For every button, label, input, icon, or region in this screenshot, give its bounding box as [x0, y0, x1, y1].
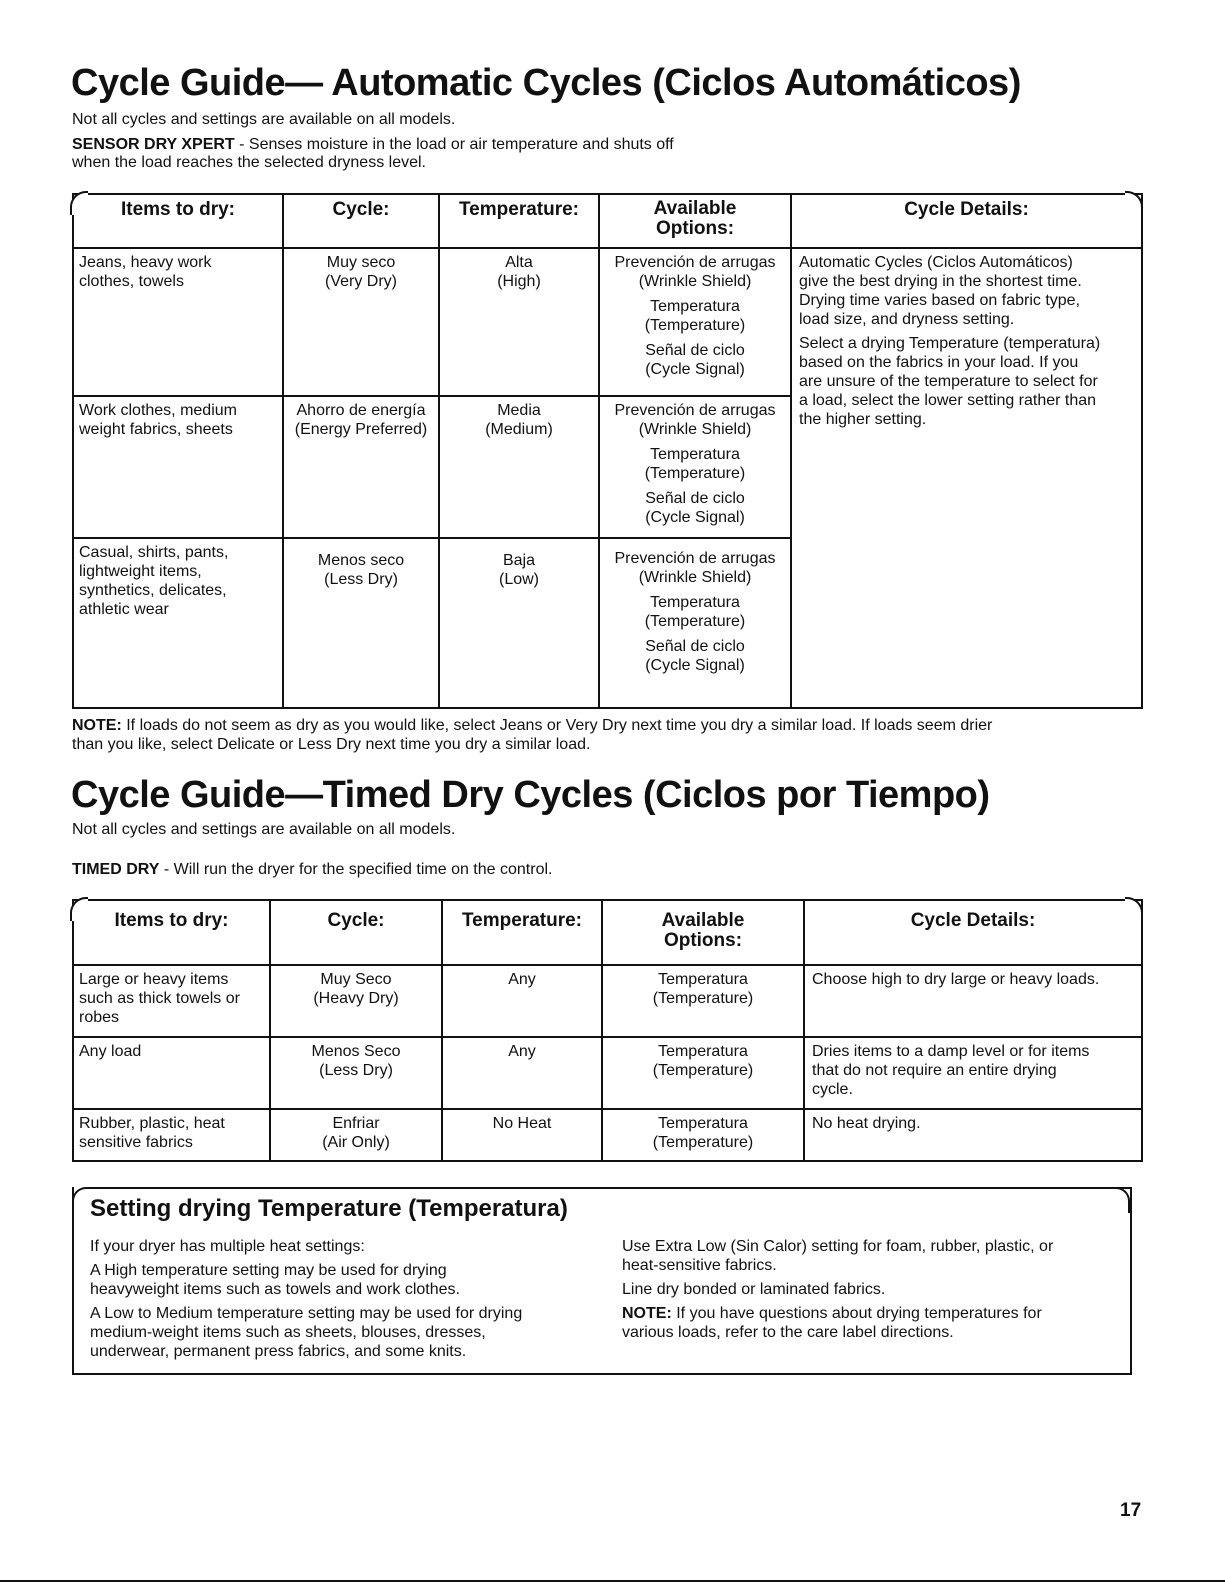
timed-dry-text: - Will run the dryer for the specified time on the control.	[159, 861, 553, 878]
timed-header-items: Items to dry:	[73, 900, 270, 965]
timed-header-cycle: Cycle:	[270, 900, 442, 965]
header-temperature: Temperature:	[439, 194, 599, 248]
auto-row-3-options: Prevención de arrugas (Wrinkle Shield) Temperatura (Temperature) Señal de ciclo (Cycle Signal)	[599, 538, 791, 708]
auto-row-2-cycle: Ahorro de energía (Energy Preferred)	[283, 396, 439, 538]
auto-row-3-cycle: Menos seco (Less Dry)	[283, 538, 439, 708]
header-items: Items to dry:	[73, 194, 283, 248]
header-options-line-1: Available	[653, 198, 737, 219]
auto-note	[72, 716, 992, 735]
timed-row-3-options: Temperatura (Temperature)	[602, 1109, 804, 1161]
auto-row-1-items: Jeans, heavy work clothes, towels	[73, 248, 283, 396]
setting-box	[72, 1187, 1132, 1375]
header-options	[599, 194, 791, 248]
auto-note-label: NOTE:	[72, 717, 122, 734]
timed-row-3-temp: No Heat	[442, 1109, 602, 1161]
timed-dry-label: TIMED DRY	[72, 861, 160, 878]
timed-row-3-cycle: Enfriar (Air Only)	[270, 1109, 442, 1161]
timed-row-1-details: Choose high to dry large or heavy loads.	[804, 965, 1142, 1037]
setting-right-column: Use Extra Low (Sin Calor) setting for foam, rubber, plastic, or heat-sensitive fabrics. Line dry bonded or laminated fabrics. NOTE: If you have questions about drying temperatures for various loads, refer to the care label directions.	[622, 1238, 1054, 1341]
setting-box-top-rule	[86, 1187, 1132, 1189]
auto-details-p2: Select a drying Temperature (temperatura) based on the fabrics in your load. If you are unsure of the temperature to select for a load, select the lower setting rather than the higher setting.	[799, 335, 1101, 428]
header-options-line-2: Options:	[655, 218, 735, 239]
header-details: Cycle Details:	[791, 194, 1142, 248]
timed-dry-description	[72, 860, 552, 879]
page-number: 17	[1120, 1500, 1142, 1521]
auto-details-p1: Automatic Cycles (Ciclos Automáticos) give the best drying in the shortest time. Drying time varies based on fabric type, load size, and dryness setting.	[799, 254, 1082, 328]
timed-row-1-items: Large or heavy items such as thick towels or robes	[73, 965, 270, 1037]
timed-header-temperature: Temperature:	[442, 900, 602, 965]
bottom-rule	[0, 1580, 1225, 1582]
auto-row-1-options: Prevención de arrugas (Wrinkle Shield) Temperatura (Temperature) Señal de ciclo (Cycle Signal)	[599, 248, 791, 396]
auto-note-text-1: If loads do not seem as dry as you would like, select Jeans or Very Dry next time you dry a similar load. If loads seem drier	[121, 717, 993, 734]
auto-note-text-2: than you like, select Delicate or Less Dry next time you dry a similar load.	[72, 736, 591, 753]
auto-row-2-options: Prevención de arrugas (Wrinkle Shield) Temperatura (Temperature) Señal de ciclo (Cycle Signal)	[599, 396, 791, 538]
timed-cycles-table	[72, 899, 1143, 1162]
sensor-dry-text-2: when the load reaches the selected dryness level.	[72, 154, 426, 171]
auto-subtitle: Not all cycles and settings are available on all models.	[72, 111, 456, 128]
sensor-dry-label: SENSOR DRY XPERT	[72, 136, 235, 153]
sensor-dry-text-1: - Senses moisture in the load or air temperature and shuts off	[234, 136, 674, 153]
header-cycle: Cycle:	[283, 194, 439, 248]
setting-title: Setting drying Temperature (Temperatura)	[90, 1195, 572, 1223]
auto-row-1-cycle: Muy seco (Very Dry)	[283, 248, 439, 396]
auto-title: Cycle Guide— Automatic Cycles (Ciclos Automáticos)	[71, 62, 1021, 104]
timed-row-2-options: Temperatura (Temperature)	[602, 1037, 804, 1109]
timed-row-2-cycle: Menos Seco (Less Dry)	[270, 1037, 442, 1109]
auto-row-3-temp: Baja (Low)	[439, 538, 599, 708]
auto-row-3-items: Casual, shirts, pants, lightweight items, synthetics, delicates, athletic wear	[73, 538, 283, 708]
timed-row-2-items: Any load	[73, 1037, 270, 1109]
sensor-dry-description	[72, 135, 674, 154]
setting-box-left-curve	[72, 1187, 88, 1213]
timed-title: Cycle Guide—Timed Dry Cycles (Ciclos por Tiempo)	[71, 774, 990, 816]
auto-row-2-items: Work clothes, medium weight fabrics, sheets	[73, 396, 283, 538]
timed-row-3-items: Rubber, plastic, heat sensitive fabrics	[73, 1109, 270, 1161]
setting-left-column: If your dryer has multiple heat settings: A High temperature setting may be used for drying heavyweight items such as towels and work clothes. A Low to Medium temperature setting may be used for drying medium-weight items such as sheets, blouses, dresses, underwear, permanent press fabrics, and some knits.	[90, 1238, 523, 1360]
timed-row-2-temp: Any	[442, 1037, 602, 1109]
auto-row-1-temp: Alta (High)	[439, 248, 599, 396]
automatic-cycles-table	[72, 193, 1143, 709]
timed-row-1-options: Temperatura (Temperature)	[602, 965, 804, 1037]
timed-header-options: Available Options:	[602, 900, 804, 965]
auto-row-2-temp: Media (Medium)	[439, 396, 599, 538]
timed-header-details: Cycle Details:	[804, 900, 1142, 965]
timed-row-3-details: No heat drying.	[804, 1109, 1142, 1161]
auto-cycle-details	[791, 248, 1142, 708]
setting-note-label: NOTE:	[622, 1305, 672, 1322]
timed-row-2-details: Dries items to a damp level or for items that do not require an entire drying cycle.	[804, 1037, 1142, 1109]
timed-row-1-temp: Any	[442, 965, 602, 1037]
timed-row-1-cycle: Muy Seco (Heavy Dry)	[270, 965, 442, 1037]
timed-subtitle: Not all cycles and settings are available on all models.	[72, 821, 456, 838]
